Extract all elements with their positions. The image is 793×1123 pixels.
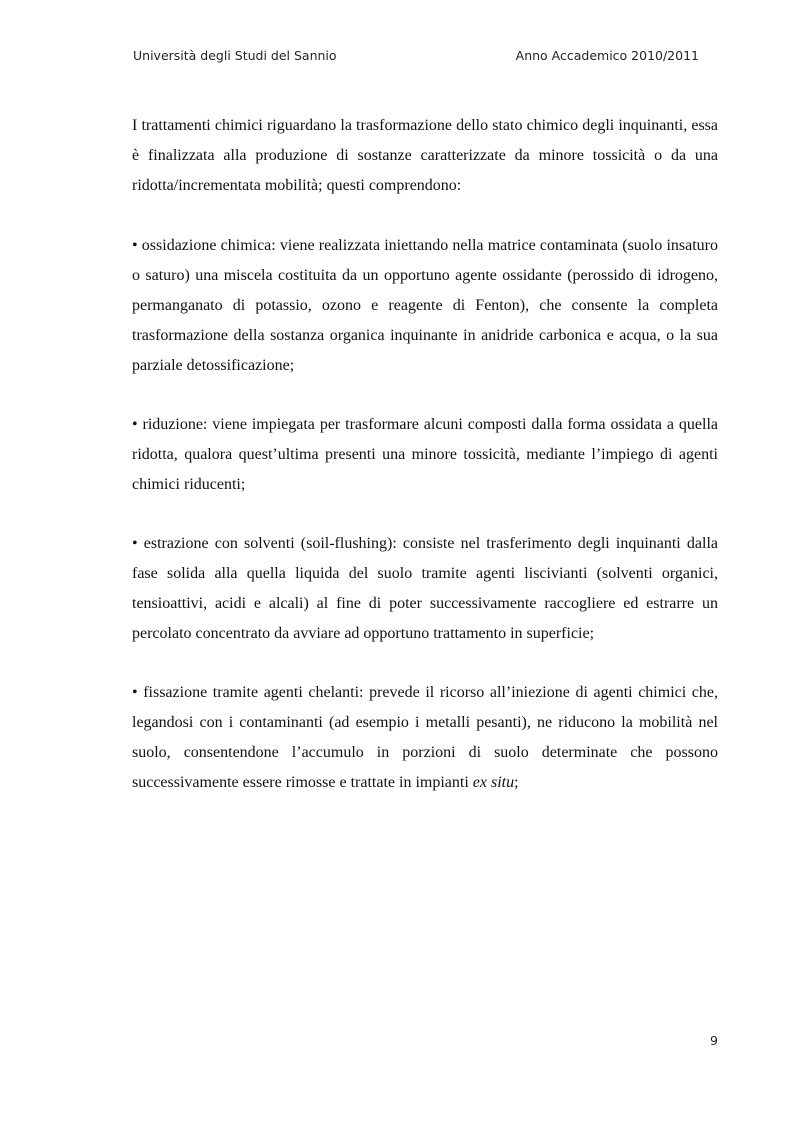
page-header [133, 48, 699, 66]
bullet-fissazione-text: • fissazione tramite agenti chelanti: prevede il ricorso all’iniezione di agenti chimici che, legandosi con i contaminanti (ad esempio i metalli pesanti), ne riducono la mobilità nel suolo, consentendone l’accumulo in porzioni di suolo determinate che possono successivamente essere rimosse e trattate in impianti [132, 684, 718, 791]
document-body [132, 111, 718, 827]
bullet-fissazione-chelanti [132, 678, 718, 798]
bullet-ossidazione-chimica: • ossidazione chimica: viene realizzata iniettando nella matrice contaminata (suolo insaturo o saturo) una miscela costituita da un opportuno agente ossidante (perossido di idrogeno, permanganato di potassio, ozono e reagente di Fenton), che consente la completa trasformazione della sostanza organica inquinante in anidride carbonica e acqua, o la sua parziale detossificazione; [132, 237, 718, 374]
header-academic-year: Anno Accademico 2010/2011 [515, 48, 699, 63]
bullet-riduzione: • riduzione: viene impiegata per trasformare alcuni composti dalla forma ossidata a quella ridotta, qualora quest’ultima presenti una minore tossicità, mediante l’impiego di agenti chimici riducenti; [132, 416, 718, 493]
bullet-fissazione-end: ; [514, 774, 519, 791]
bullet-estrazione-solventi: • estrazione con solventi (soil-flushing): consiste nel trasferimento degli inquinanti dalla fase solida alla quella liquida del suolo tramite agenti liscivianti (solventi organici, tensioattivi, acidi e alcali) al fine di poter successivamente raccogliere ed estrarre un percolato concentrato da avviare ad opportuno trattamento in superficie; [132, 535, 718, 642]
header-university: Università degli Studi del Sannio [133, 48, 337, 63]
ex-situ-term: ex situ [472, 774, 515, 791]
page-number: 9 [710, 1033, 718, 1048]
intro-paragraph: I trattamenti chimici riguardano la trasformazione dello stato chimico degli inquinanti, essa è finalizzata alla produzione di sostanze caratterizzate da minore tossicità o da una ridotta/incrementata mobilità; questi comprendono: [132, 117, 718, 194]
